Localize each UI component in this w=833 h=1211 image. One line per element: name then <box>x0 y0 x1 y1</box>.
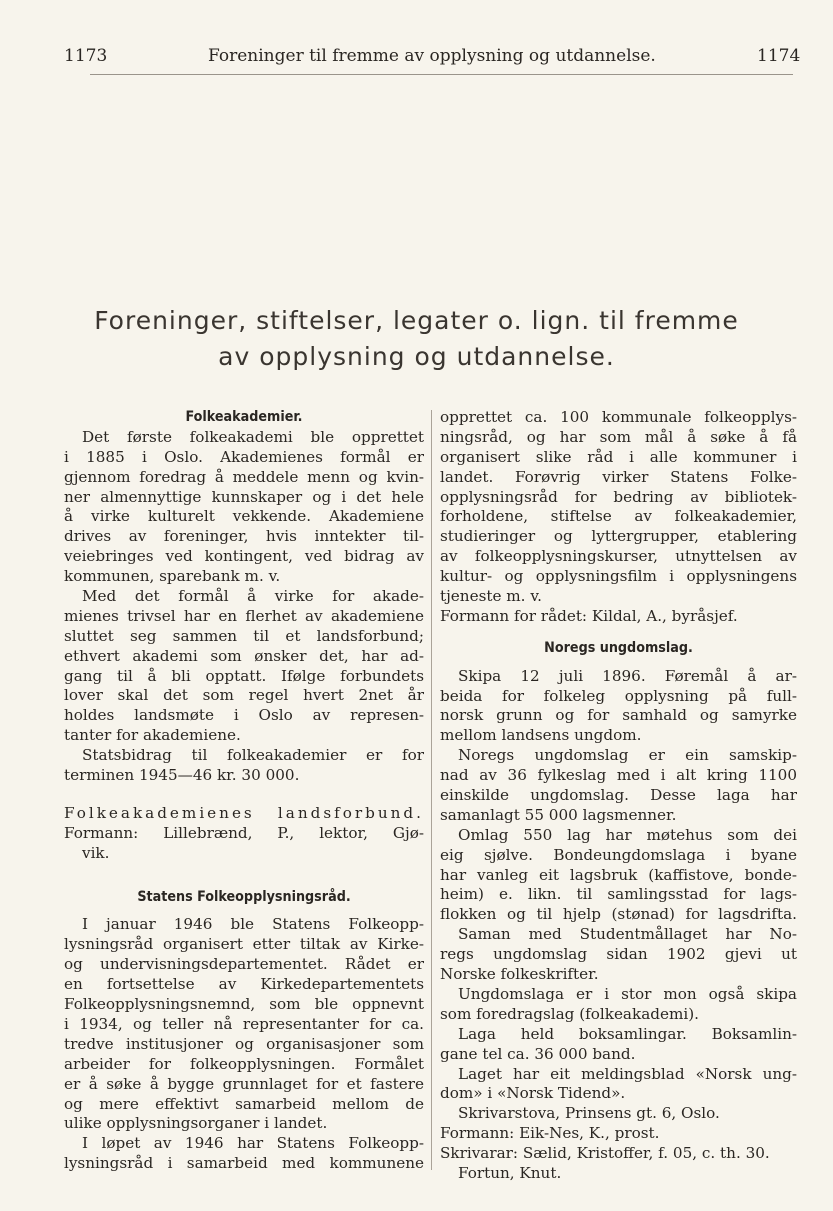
text-line: som foredragslag (folkeakademi). <box>440 1004 699 1023</box>
text-line: en fortsettelse av Kirkedepartementets <box>64 975 424 994</box>
text-line: av folkeopplysningskurser, utnyttelsen av <box>440 547 797 566</box>
text-line: holdes landsmøte i Oslo av represen- <box>64 706 424 725</box>
text-line: Skipa 12 juli 1896. Føremål å ar- <box>458 666 797 685</box>
text-line: tanter for akademiene. <box>64 726 241 745</box>
section-heading-noregs-ungdomslag: Noregs ungdomslag. <box>544 639 693 656</box>
text-line: i 1885 i Oslo. Akademienes formål er <box>64 447 424 466</box>
text-line: Noregs ungdomslag er ein samskip- <box>458 746 797 765</box>
text-line: Med det formål å virke for akade- <box>82 587 424 606</box>
text-line: Statsbidrag til folkeakademier er for <box>82 746 424 765</box>
text-line: opplysningsråd for bedring av bibliotek- <box>440 487 797 506</box>
text-line: ningsråd, og har som mål å søke å få <box>440 427 797 446</box>
text-line: Omlag 550 lag har møtehus som dei <box>458 825 797 844</box>
subheading-landsforbund: Folkeakademienes landsforbund. <box>64 803 424 822</box>
text-line: tjeneste m. v. <box>440 587 542 606</box>
text-line: I januar 1946 ble Statens Folkeopp- <box>82 915 424 934</box>
text-line: Det første folkeakademi ble opprettet <box>82 427 424 446</box>
text-line: nad av 36 fylkeslag med i alt kring 1100 <box>440 766 797 785</box>
text-line: tredve institusjoner og organisasjoner som <box>64 1034 424 1053</box>
text-line: Laga held boksamlingar. Boksamlin- <box>458 1024 797 1043</box>
text-line: vik. <box>82 843 110 862</box>
text-line: drives av foreninger, hvis inntekter til- <box>64 527 424 546</box>
text-line: norsk grunn og for samhald og samyrke <box>440 706 797 725</box>
text-line: heim) e. likn. til samlingsstad for lags- <box>440 885 797 904</box>
text-line: å virke kulturelt vekkende. Akademiene <box>64 507 424 526</box>
text-line: gjennom foredrag å meddele menn og kvin- <box>64 467 424 486</box>
text-line: mienes trivsel har en flerhet av akademiene <box>64 606 424 625</box>
text-line: opprettet ca. 100 kommunale folkeopplys- <box>440 408 797 426</box>
text-line: har vanleg eit lagsbruk (kaffistove, bonde- <box>440 865 797 884</box>
text-line: Skrivarstova, Prinsens gt. 6, Oslo. <box>458 1104 720 1123</box>
text-line: Ungdomslaga er i stor mon også skipa <box>458 984 797 1003</box>
text-line: Saman med Studentmållaget har No- <box>458 925 797 944</box>
text-line: Formann for rådet: Kildal, A., byråsjef. <box>440 606 738 625</box>
text-line: lysningsråd organisert etter tiltak av Kirke- <box>64 935 424 954</box>
text-line: lysningsråd i samarbeid med kommunene <box>64 1154 424 1173</box>
text-line: einskilde ungdomslag. Desse laga har <box>440 786 797 805</box>
left-column <box>64 408 424 1174</box>
text-line: regs ungdomslag sidan 1902 gjevi ut <box>440 945 797 964</box>
text-line: samanlagt 55 000 lagsmenner. <box>440 805 677 824</box>
text-line: Folkeopplysningsnemnd, som ble oppnevnt <box>64 995 424 1014</box>
text-line: ethvert akademi som ønsker det, har ad- <box>64 646 424 665</box>
page-number-right: 1174 <box>757 46 801 66</box>
page-number-left: 1173 <box>64 46 108 66</box>
text-line: gane tel ca. 36 000 band. <box>440 1044 636 1063</box>
text-line: kultur- og opplysningsfilm i opplysningens <box>440 567 797 586</box>
section-heading-folkeakademier: Folkeakademier. <box>185 409 303 425</box>
text-line: organisert slike råd i alle kommuner i <box>440 447 797 466</box>
text-line: terminen 1945—46 kr. 30 000. <box>64 766 300 785</box>
text-line: Fortun, Knut. <box>458 1163 562 1182</box>
text-line: sluttet seg sammen til et landsforbund; <box>64 626 424 645</box>
text-line: arbeider for folkeopplysningen. Formålet <box>64 1054 424 1073</box>
text-line: forholdene, stiftelse av folkeakademier, <box>440 507 797 526</box>
header-rule <box>90 74 793 75</box>
text-line: lover skal det som regel hvert 2net år <box>64 686 424 705</box>
text-line: landet. Forøvrig virker Statens Folke- <box>440 467 797 486</box>
running-header: Foreninger til fremme av opplysning og utdannelse. <box>208 46 656 66</box>
text-line: og mere effektivt samarbeid mellom de <box>64 1094 424 1113</box>
text-line: Formann: Eik-Nes, K., prost. <box>440 1124 660 1143</box>
text-line: studieringer og lyttergrupper, etablering <box>440 527 797 546</box>
text-line: Laget har eit meldingsblad «Norsk ung- <box>458 1064 797 1083</box>
text-line: beida for folkeleg opplysning på full- <box>440 686 797 705</box>
text-line: dom» i «Norsk Tidend». <box>440 1084 626 1103</box>
text-line: Formann: Lillebrænd, P., lektor, Gjø- <box>64 823 424 842</box>
text-line: eig sjølve. Bondeungdomslaga i byane <box>440 845 797 864</box>
text-line: veiebringes ved kontingent, ved bidrag av <box>64 547 424 566</box>
main-title-line-2: av opplysning og utdannelse. <box>218 342 615 371</box>
main-title-line-1: Foreninger, stiftelser, legater o. lign. til fremme <box>94 306 739 335</box>
text-line: Norske folkeskrifter. <box>440 965 599 984</box>
text-line: og undervisningsdepartementet. Rådet er <box>64 955 424 974</box>
text-line: i 1934, og teller nå representanter for ca. <box>64 1014 424 1033</box>
column-divider <box>431 410 432 1170</box>
text-line: kommunen, sparebank m. v. <box>64 567 281 586</box>
text-line: Skrivarar: Sælid, Kristoffer, f. 05, c. th. 30. <box>440 1144 770 1163</box>
text-line: ner almennyttige kunnskaper og i det hele <box>64 487 424 506</box>
section-heading-statens-folkeopplysningsrad: Statens Folkeopplysningsråd. <box>137 888 351 905</box>
text-line: gang til å bli opptatt. Ifølge forbundets <box>64 666 424 685</box>
right-column <box>440 408 797 1184</box>
text-line: er å søke å bygge grunnlaget for et fastere <box>64 1074 424 1093</box>
text-line: mellom landsens ungdom. <box>440 726 642 745</box>
text-line: I løpet av 1946 har Statens Folkeopp- <box>82 1134 424 1153</box>
text-line: ulike opplysningsorganer i landet. <box>64 1114 328 1133</box>
text-line: flokken og til hjelp (stønad) for lagsdrifta. <box>440 905 797 924</box>
